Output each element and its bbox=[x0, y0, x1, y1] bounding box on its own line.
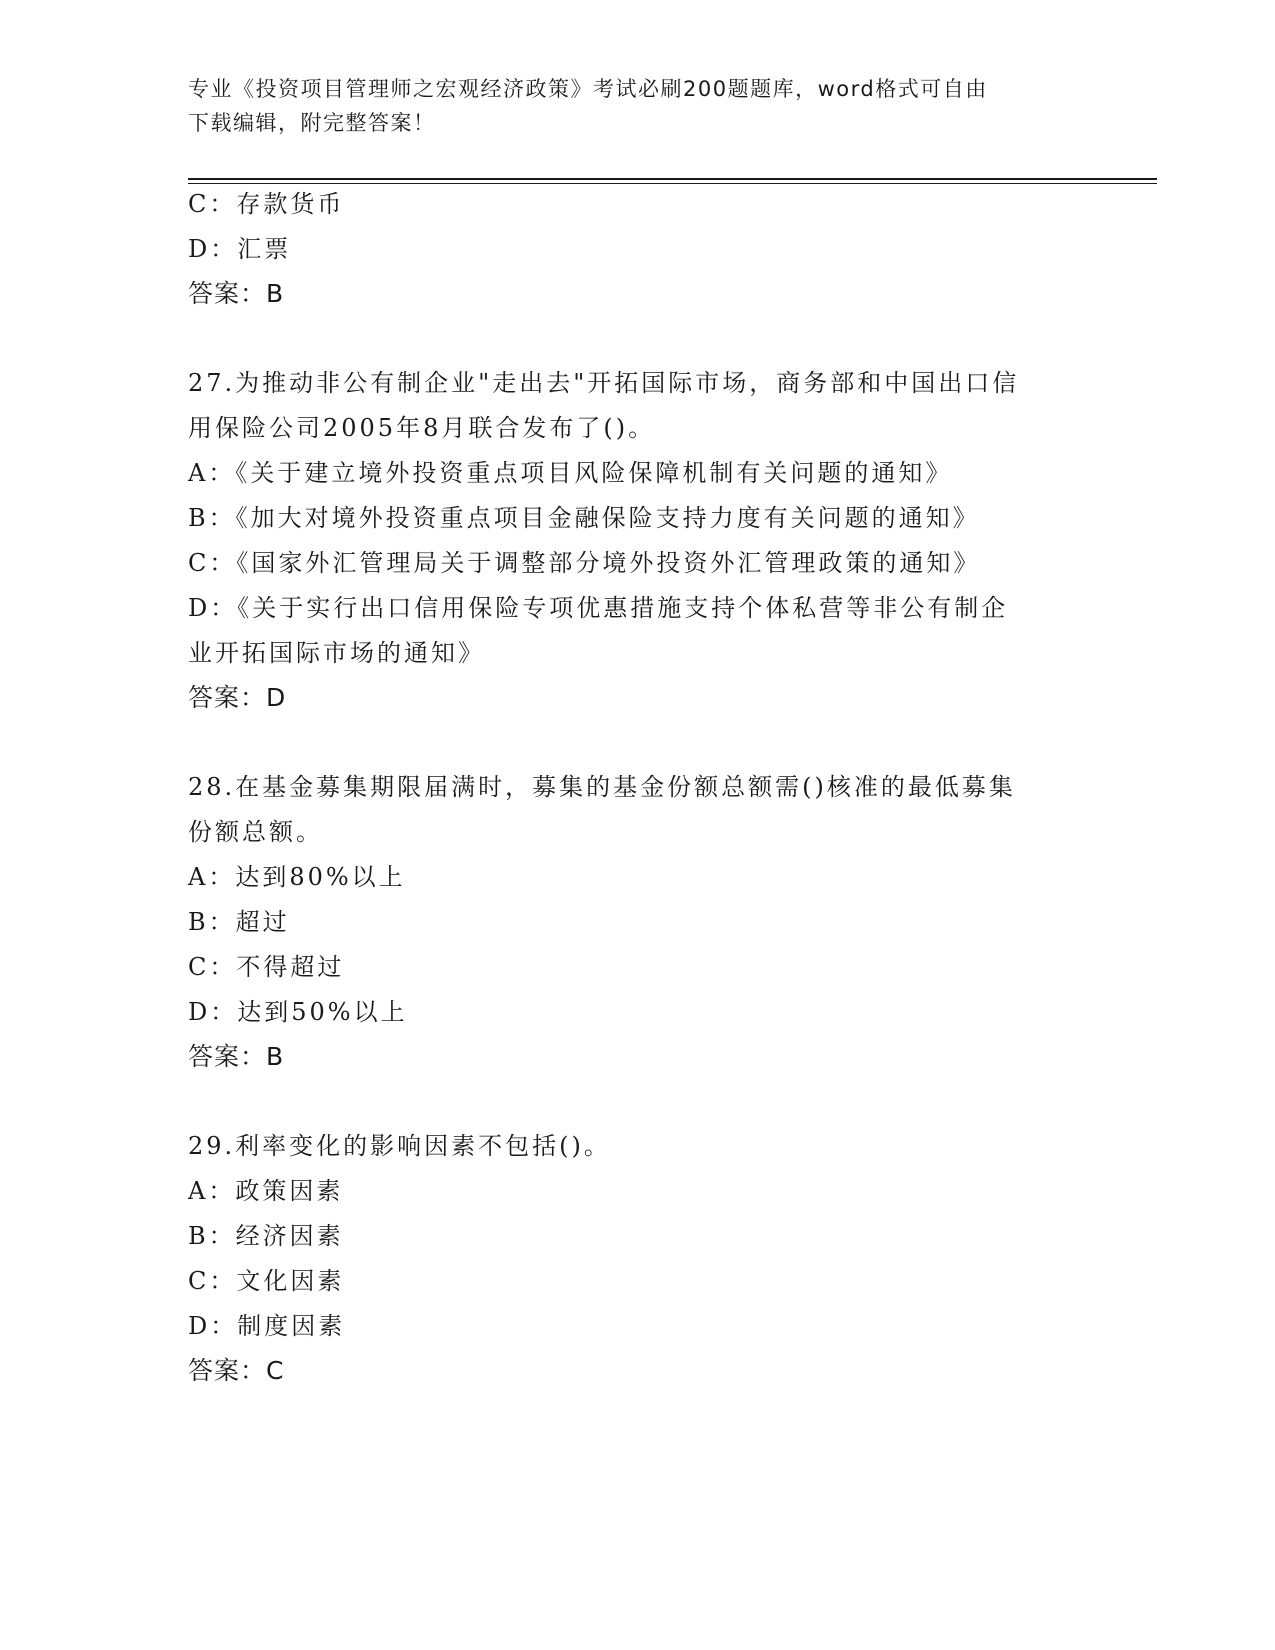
q27-option-b: B：《加大对境外投资重点项目金融保险支持力度有关问题的通知》 bbox=[188, 504, 980, 532]
prev-answer: 答案：B bbox=[188, 279, 285, 308]
q28-stem-line-1: 28.在基金募集期限届满时，募集的基金份额总额需()核准的最低募集 bbox=[188, 773, 1016, 801]
q27-option-c: C：《国家外汇管理局关于调整部分境外投资外汇管理政策的通知》 bbox=[188, 549, 981, 577]
q27-answer: 答案：D bbox=[188, 683, 287, 712]
q27-option-d-line-1: D：《关于实行出口信用保险专项优惠措施支持个体私营等非公有制企 bbox=[188, 594, 1009, 622]
q28-stem-line-2: 份额总额。 bbox=[188, 818, 323, 846]
header-divider-thick bbox=[188, 178, 1157, 180]
q28-option-b: B：超过 bbox=[188, 908, 290, 936]
header-line-2: 下载编辑，附完整答案！ bbox=[188, 111, 436, 135]
header-divider-thin bbox=[188, 183, 1157, 184]
q29-stem: 29.利率变化的影响因素不包括()。 bbox=[188, 1132, 611, 1160]
header-line-1: 专业《投资项目管理师之宏观经济政策》考试必刷200题题库，word格式可自由 bbox=[188, 77, 988, 101]
q29-option-c: C：文化因素 bbox=[188, 1267, 345, 1295]
q27-stem-line-1: 27.为推动非公有制企业"走出去"开拓国际市场，商务部和中国出口信 bbox=[188, 369, 1020, 397]
q28-answer: 答案：B bbox=[188, 1042, 285, 1071]
q28-option-a: A：达到80%以上 bbox=[188, 863, 406, 891]
q27-option-a: A：《关于建立境外投资重点项目风险保障机制有关问题的通知》 bbox=[188, 459, 953, 487]
q29-answer: 答案：C bbox=[188, 1356, 285, 1385]
q29-option-d: D：制度因素 bbox=[188, 1312, 346, 1340]
prev-option-d: D：汇票 bbox=[188, 235, 292, 263]
q27-stem-line-2: 用保险公司2005年8月联合发布了()。 bbox=[188, 414, 656, 442]
q29-option-a: A：政策因素 bbox=[188, 1177, 344, 1205]
q27-option-d-line-2: 业开拓国际市场的通知》 bbox=[188, 639, 485, 667]
q28-option-d: D：达到50%以上 bbox=[188, 998, 408, 1026]
q29-option-b: B：经济因素 bbox=[188, 1222, 344, 1250]
document-header bbox=[188, 72, 1088, 140]
q28-option-c: C：不得超过 bbox=[188, 953, 345, 981]
prev-option-c: C：存款货币 bbox=[188, 190, 345, 218]
